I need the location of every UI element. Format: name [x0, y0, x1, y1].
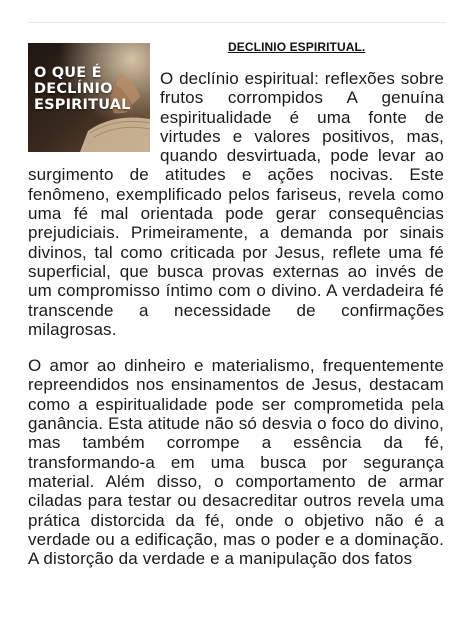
- cover-title-line3: ESPIRITUAL: [34, 97, 131, 113]
- article-heading: DECLINIO ESPIRITUAL.: [228, 40, 366, 54]
- article: [28, 40, 444, 568]
- cover-title-line1: O QUE É: [34, 65, 102, 81]
- top-divider: [28, 22, 446, 23]
- cover-image: [28, 43, 150, 152]
- cover-title: [34, 65, 131, 113]
- cover-title-line2: DECLÍNIO: [34, 81, 113, 97]
- paragraph-1: O declínio espiritual: reflexões sobre frutos corrompidos A genuína espiritualidade é uma fonte de virtudes e valores positivos, mas, quando desvirtuada, pode levar ao surgimento de atitudes e ações nocivas. Este fenômeno, exemplificado pelos fariseus, revela como uma fé mal orientada pode gerar consequências prejudiciais. Primeiramente, a demanda por sinais divinos, tal como criticada por Jesus, reflete uma fé superficial, que busca provas externas ao invés de um compromisso íntimo com o divino. A verdadeira fé transcende a necessidade de confirmações milagrosas.: [28, 69, 444, 339]
- paragraph-2: O amor ao dinheiro e materialismo, frequentemente repreendidos nos ensinamentos de Jesus, destacam como a espiritualidade pode ser comprometida pela ganância. Esta atitude não só desvia o foco do divino, mas também corrompe a essência da fé, transformando-a em uma busca por segurança material. Além disso, o comportamento de armar ciladas para testar ou desacreditar outros revela uma prática distorcida da fé, onde o objetivo não é a verdade ou a edificação, mas o poder e a dominação. A distorção da verdade e a manipulação dos fatos: [28, 356, 444, 569]
